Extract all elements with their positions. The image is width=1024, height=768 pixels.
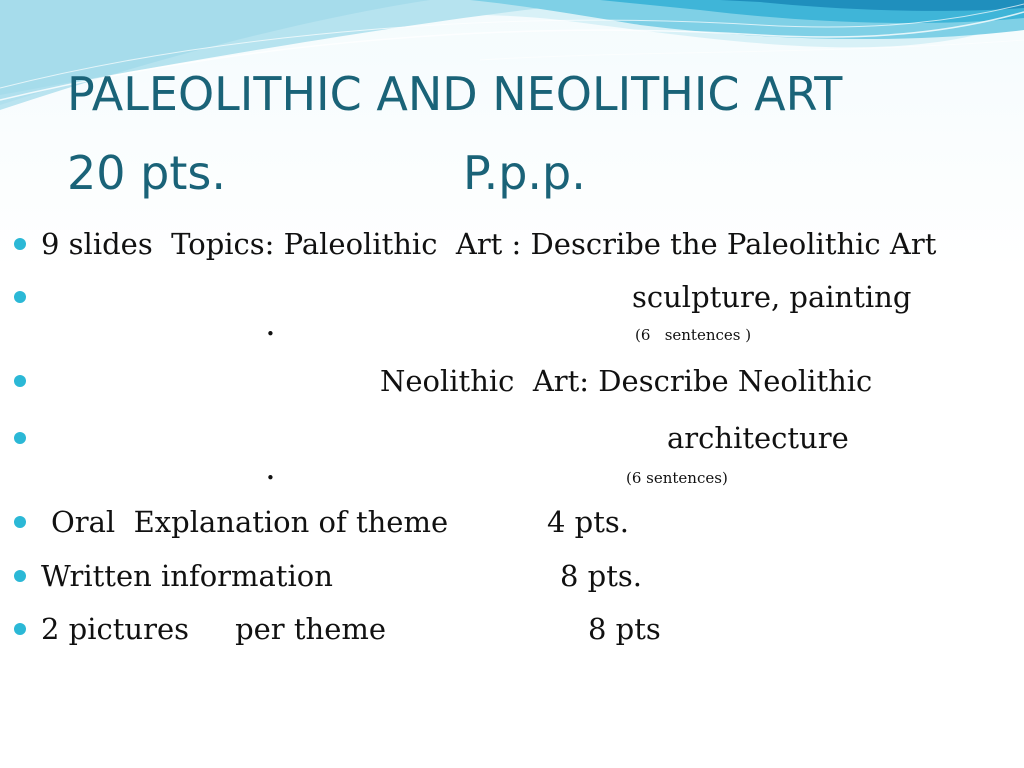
list-item-pictures-label: 2 pictures per theme [41,612,387,646]
bullet-icon [14,432,26,444]
list-item-written-label: Written information [41,559,333,593]
list-item-sculpture: sculpture, painting [632,280,912,314]
list-item-oral-points: 4 pts. [547,505,629,539]
sub-item-sentences-2: (6 sentences) [626,469,728,487]
bullet-icon [14,291,26,303]
bullet-icon [14,570,26,582]
list-item-pictures-points: 8 pts [588,612,661,646]
bullet-icon [14,238,26,250]
list-item-neolithic: Neolithic Art: Describe Neolithic [380,364,873,398]
sub-bullet-icon: • [266,325,275,343]
list-item-topics: 9 slides Topics: Paleolithic Art : Describe the Paleolithic Art [41,227,937,261]
title-points: 20 pts. [67,146,226,200]
bullet-icon [14,375,26,387]
sub-bullet-icon: • [266,469,275,487]
sub-item-sentences-1: (6 sentences ) [635,326,752,344]
list-item-written-points: 8 pts. [560,559,642,593]
bullet-icon [14,516,26,528]
bullet-icon [14,623,26,635]
title-ppp: P.p.p. [463,146,586,200]
list-item-oral-label: Oral Explanation of theme [51,505,449,539]
list-item-architecture: architecture [667,421,849,455]
title-line-1: PALEOLITHIC AND NEOLITHIC ART [67,67,843,121]
